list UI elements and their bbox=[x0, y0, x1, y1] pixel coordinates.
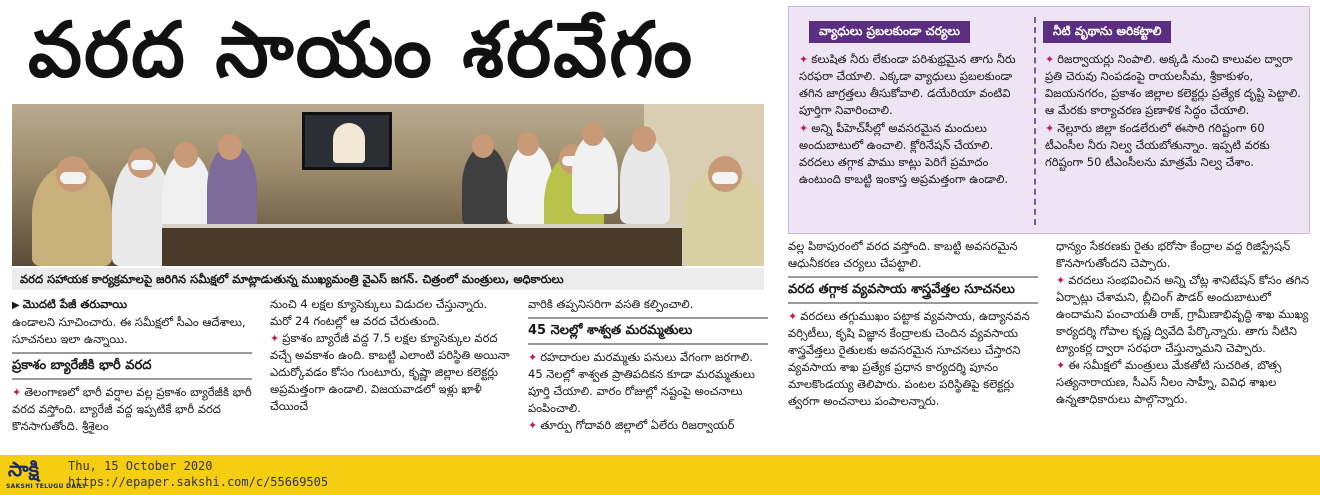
logo-subtitle: SAKSHI TELUGU DAILY bbox=[6, 483, 87, 490]
box-right-column bbox=[1045, 51, 1303, 172]
section-subhead: వరద తగ్గాక వ్యవసాయ శాస్త్రవేత్తల సూచనలు bbox=[788, 276, 1038, 304]
section-subhead: 45 నెలల్లో శాశ్వత మరమ్మతులు bbox=[528, 317, 768, 345]
box-divider bbox=[1034, 17, 1036, 225]
bullet-paragraph: ✦ ఈ సమీక్షలో మంత్రులు మేకతోటి సుచరిత, బొత్స సత్యనారాయణ, సీఎస్ నీలం సాహ్నీ, వివిధ శాఖల ఉన్నతాధికారులు పాల్గొన్నారు. bbox=[1056, 358, 1282, 406]
source-url[interactable]: https://epaper.sakshi.com/c/55669505 bbox=[68, 475, 329, 489]
diamond-bullet-icon: ✦ bbox=[528, 351, 538, 364]
bullet-paragraph: ✦ రహదారుల మరమ్మతు పనులు వేగంగా జరగాలి. 45 నెలల్లో శాశ్వత ప్రాతిపదికన కూడా మరమ్మతులు పూర్తి చేయాలి. వారం రోజుల్లో నష్టంపై అంచనాలు పంపించాలి. bbox=[528, 350, 755, 415]
diamond-bullet-icon: ✦ bbox=[799, 53, 809, 66]
news-photo bbox=[12, 104, 764, 266]
diamond-bullet-icon: ✦ bbox=[1045, 122, 1055, 135]
continued-line: ▶ మొదటి పేజీ తరువాయి bbox=[12, 297, 128, 311]
diamond-bullet-icon: ✦ bbox=[270, 332, 280, 345]
highlight-box bbox=[788, 6, 1310, 234]
video-screen bbox=[302, 112, 392, 170]
bullet-paragraph: ✦ కలుషిత నీరు లేకుండా పరిశుభ్రమైన తాగు నీరు సరఫరా చేయాలి. ఎక్కడా వ్యాధులు ప్రబలకుండా తగిన జాగ్రత్తలు తీసుకోవాలి. డయేరియా వంటివి పూర్తిగా నివారించాలి. bbox=[799, 52, 1016, 117]
headline: వరద సాయం శరవేగం bbox=[28, 5, 695, 94]
footer-bar bbox=[0, 455, 1320, 495]
bullet-paragraph: ✦ ప్రకాశం బ్యారేజీ వద్ద 7.5 లక్షల క్యూసెక్కుల వరద వచ్చే అవకాశం ఉంది. కాబట్టి ఎలాంటి పరిస్థితి అయినా ఎదుర్కోవడం కోసం గుంటూరు, కృష్ణా జిల్లాల కలెక్టర్లు అప్రమత్తంగా ఉండాలి. విజయవాడలో ఇళ్లు ఖాళీ చేయించే bbox=[270, 331, 510, 413]
bullet-paragraph: ✦ అన్ని పీహెచ్‌సీల్లో అవసరమైన మందులు అందుబాటులో ఉంచాలి. క్లోరినేషన్ చేయాలి. వరదలు తగ్గాక పాము కాట్లు పెరిగే ప్రమాదం ఉంటుంది కాబట్టి ఇంకాస్త అప్రమత్తంగా ఉండాలి. bbox=[799, 121, 1009, 186]
column-2 bbox=[270, 296, 510, 450]
box-tag-left: వ్యాధులు ప్రబలకుండా చర్యలు bbox=[809, 21, 970, 43]
box-left-column bbox=[799, 51, 1027, 189]
sakshi-logo[interactable] bbox=[4, 457, 87, 493]
section-subhead: ప్రకాశం బ్యారేజీకి భారీ వరద bbox=[12, 352, 252, 380]
diamond-bullet-icon: ✦ bbox=[1045, 53, 1055, 66]
triangle-pointer-icon: ▶ bbox=[12, 300, 20, 311]
diamond-bullet-icon: ✦ bbox=[788, 310, 798, 323]
diamond-bullet-icon: ✦ bbox=[799, 122, 809, 135]
column-text: వల్ల పిఠాపురంలో వరద వస్తోంది. కాబట్టి అవసరమైన ఆధునీకరణ చర్యలు చేపట్టాలి. bbox=[788, 239, 1018, 270]
column-1 bbox=[12, 296, 252, 450]
column-text: వారికి తప్పనిసరిగా వసతి కల్పించాలి. bbox=[528, 297, 694, 311]
column-4 bbox=[788, 238, 1038, 450]
column-3 bbox=[528, 296, 768, 450]
column-text: ఉండాలని సూచించారు. ఈ సమీక్షలో సీఎం ఆదేశాలు, సూచనలు ఇలా ఉన్నాయి. bbox=[12, 315, 246, 346]
column-text: ధాన్యం సేకరణకు రైతు భరోసా కేంద్రాల వద్ద రిజిస్ట్రేషన్ కొనసాగుతోందని చెప్పారు. bbox=[1056, 239, 1291, 270]
diamond-bullet-icon: ✦ bbox=[1056, 359, 1066, 372]
bullet-paragraph: ✦ తెలంగాణలో భారీ వర్షాల వల్ల ప్రకాశం బ్యారేజీకి భారీ వరద వస్తోంది. బ్యారేజీ వద్ద ఇప్పటికే భారీ వరద కొనసాగుతోంది. శ్రీశైలం bbox=[12, 385, 252, 433]
diamond-bullet-icon: ✦ bbox=[1056, 274, 1066, 287]
photo-caption: వరద సహాయక కార్యక్రమాలపై జరిగిన సమీక్షలో మాట్లాడుతున్న ముఖ్యమంత్రి వైఎస్ జగన్. చిత్రంలో మంత్రులు, అధికారులు bbox=[12, 268, 764, 290]
column-5 bbox=[1056, 238, 1312, 450]
bullet-paragraph: ✦ వరదలు తగ్గుముఖం పట్టాక వ్యవసాయ, ఉద్యానవన వర్సిటీలు, కృషి విజ్ఞాన కేంద్రాలకు చెందిన వ్యవసాయ శాస్త్రవేత్తలు రైతులకు అవసరమైన సూచనలు చేస్తారని వ్యవసాయ శాఖ ప్రత్యేక ప్రధాన కార్యదర్శి పూనం మాలకొండయ్య తెలిపారు. పంటల పరిస్థితిపై కలెక్టర్లు త్వరగా అంచనాలు పంపాలన్నారు. bbox=[788, 309, 1030, 408]
diamond-bullet-icon: ✦ bbox=[12, 386, 22, 399]
bullet-paragraph: ✦ వరదలు సంభవించిన అన్ని చోట్ల శానిటేషన్ కోసం తగిన ఏర్పాట్లు చేశామని, బ్లీచింగ్ పౌడర్ అందుబాటులో ఉందామని పంచాయతీ రాజ్, గ్రామీణాభివృద్ధి శాఖ ముఖ్య కార్యదర్శి గోపాల కృష్ణ ద్వివేది పేర్కొన్నారు. తాగు నీటిని ట్యాంకర్ల ద్వారా సరఫరా చేస్తున్నామని చెప్పారు. bbox=[1056, 273, 1310, 355]
diamond-bullet-icon: ✦ bbox=[528, 419, 538, 432]
bullet-paragraph: ✦ నెల్లూరు జిల్లా కండలేరులో ఈసారి గరిష్టంగా 60 టీఎంసీల నీరు నిల్వ చేయబోతున్నాం. ఇప్పటి వరకు గరిష్టంగా 50 టీఎంసీలను మాత్రమే నిల్వ చేశాం. bbox=[1045, 121, 1270, 169]
logo-mark: సాక్షి bbox=[8, 457, 40, 481]
bullet-paragraph: ✦ రిజర్వాయర్లు నింపాలి. అక్కడి నుంచి కాలువల ద్వారా ప్రతి చెరువు నింపడంపై రాయలసీమ, శ్రీకాకుళం, విజయనగరం, ప్రకాశం జిల్లాల కలెక్టర్లు ప్రత్యేక దృష్టి పెట్టాలి. ఆ మేరకు కార్యాచరణ ప్రణాళిక సిద్ధం చేయాలి. bbox=[1045, 52, 1301, 117]
edition-date: Thu, 15 October 2020 bbox=[68, 459, 213, 473]
column-text: నుంచి 4 లక్షల క్యూసెక్కులు విడుదల చేస్తున్నారు. మరో 24 గంటల్లో ఆ వరద చేరుతుంది. bbox=[270, 297, 488, 328]
bullet-paragraph: ✦ తూర్పు గోదావరి జిల్లాలో ఏలేరు రిజర్వాయర్ bbox=[528, 418, 735, 432]
box-tag-right: నీటి వృథాను అరికట్టాలి bbox=[1043, 21, 1171, 43]
